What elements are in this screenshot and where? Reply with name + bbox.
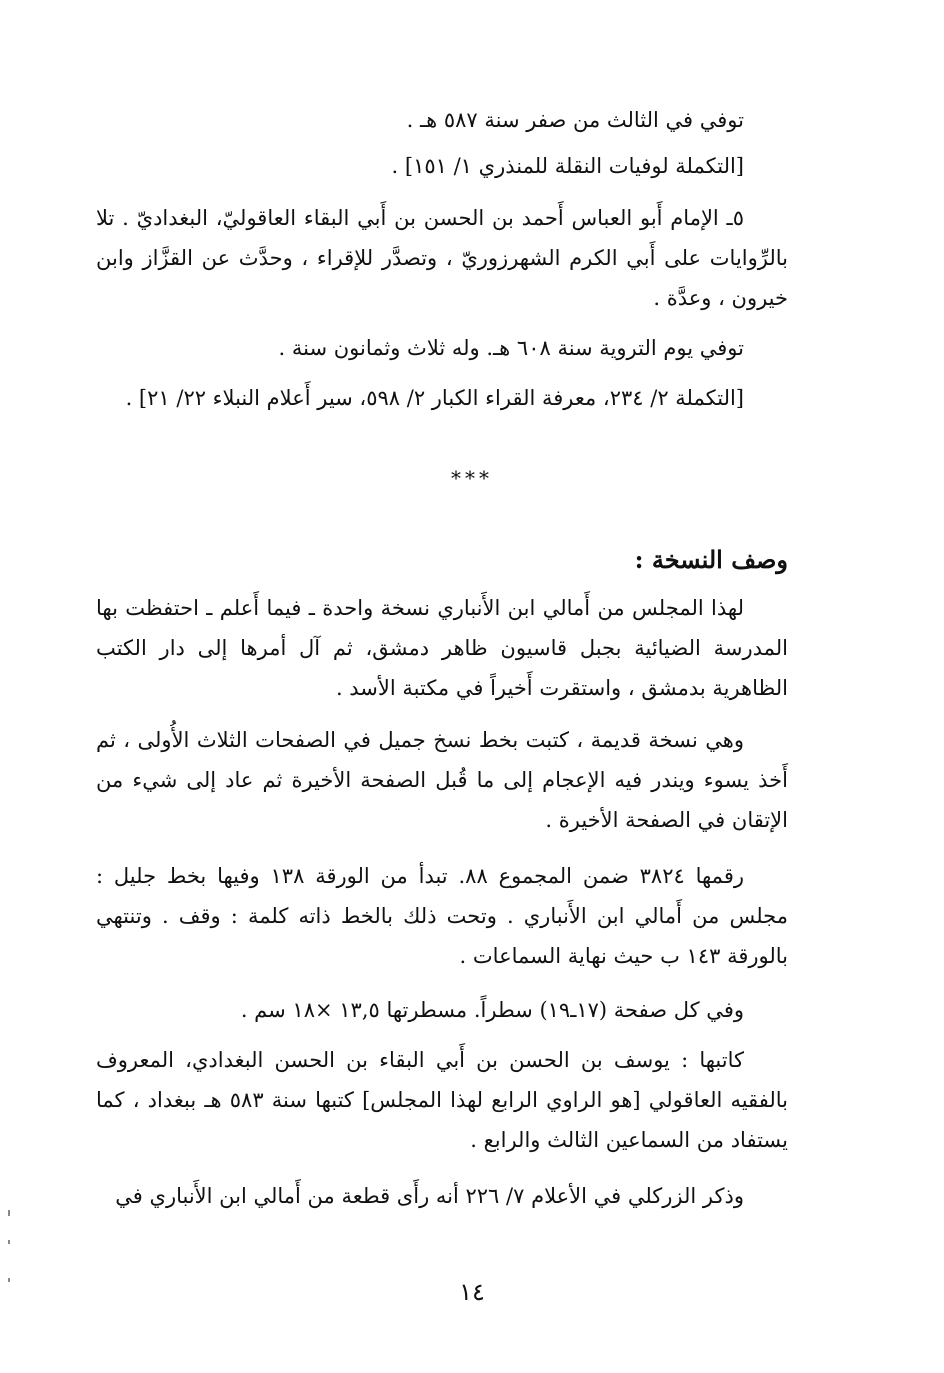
citation-2: [التكملة ٢/ ٢٣٤، معرفة القراء الكبار ٢/ ٥٩٨، سير أَعلام النبلاء ٢٢/ ٢١] . bbox=[125, 386, 744, 410]
body-paragraph-3: رقمها ٣٨٢٤ ضمن المجموع ٨٨. تبدأ من الورقة ١٣٨ وفيها بخط جليل : مجلس من أَمالي ابن الأَنباري . وتحت ذلك بالخط ذاته كلمة : وقف . وتنتهي بالورقة ١٤٣ ب حيث نهاية السماعات . bbox=[96, 864, 788, 968]
biography-entry-5: ٥ـ الإمام أَبو العباس أَحمد بن الحسن بن أَبي البقاء العاقوليّ، البغداديّ . تلا بالرِّوايات على أَبي الكرم الشهرزوريّ ، وتصدَّر للإقراء ، وحدَّث عن القزَّاز وابن خيرون ، وعدَّة . bbox=[96, 206, 788, 310]
body-paragraph-1: لهذا المجلس من أَمالي ابن الأَنباري نسخة واحدة ـ فيما أَعلم ـ احتفظت بها المدرسة الضيائية بجبل قاسيون ظاهر دمشق، ثم آل أمرها إلى دار الكتب الظاهرية بدمشق ، واستقرت أَخيراً في مكتبة الأسد . bbox=[96, 596, 788, 700]
body-paragraph-2: وهي نسخة قديمة ، كتبت بخط نسخ جميل في الصفحات الثلاث الأُولى ، ثم أَخذ يسوء ويندر فيه الإعجام إلى ما قُبل الصفحة الأخيرة ثم عاد إلى شيء من الإتقان في الصفحة الأخيرة . bbox=[96, 728, 788, 832]
citation-1: [التكملة لوفيات النقلة للمنذري ١/ ١٥١] . bbox=[391, 154, 744, 178]
death-note-2: توفي يوم التروية سنة ٦٠٨ هـ. وله ثلاث وثمانون سنة . bbox=[278, 336, 744, 360]
section-heading: وصف النسخة : bbox=[634, 545, 788, 574]
margin-mark bbox=[8, 1210, 10, 1216]
section-separator: *** bbox=[451, 466, 493, 490]
body-paragraph-4: وفي كل صفحة (١٧ـ١٩) سطراً. مسطرتها ١٣,٥ ×١٨ سم . bbox=[240, 998, 744, 1022]
page-number: ١٤ bbox=[459, 1278, 485, 1306]
death-note-1: توفي في الثالث من صفر سنة ٥٨٧ هـ . bbox=[406, 108, 744, 132]
margin-mark bbox=[8, 1240, 10, 1244]
body-paragraph-5: كاتبها : يوسف بن الحسن بن أَبي البقاء بن الحسن البغدادي، المعروف بالفقيه العاقولي [هو الراوي الرابع لهذا المجلس] كتبها سنة ٥٨٣ هـ ببغداد ، كما يستفاد من السماعين الثالث والرابع . bbox=[96, 1048, 788, 1152]
margin-mark bbox=[8, 1278, 10, 1282]
body-paragraph-6: وذكر الزركلي في الأعلام ٧/ ٢٢٦ أنه رأَى قطعة من أَمالي ابن الأَنباري في bbox=[115, 1184, 744, 1208]
